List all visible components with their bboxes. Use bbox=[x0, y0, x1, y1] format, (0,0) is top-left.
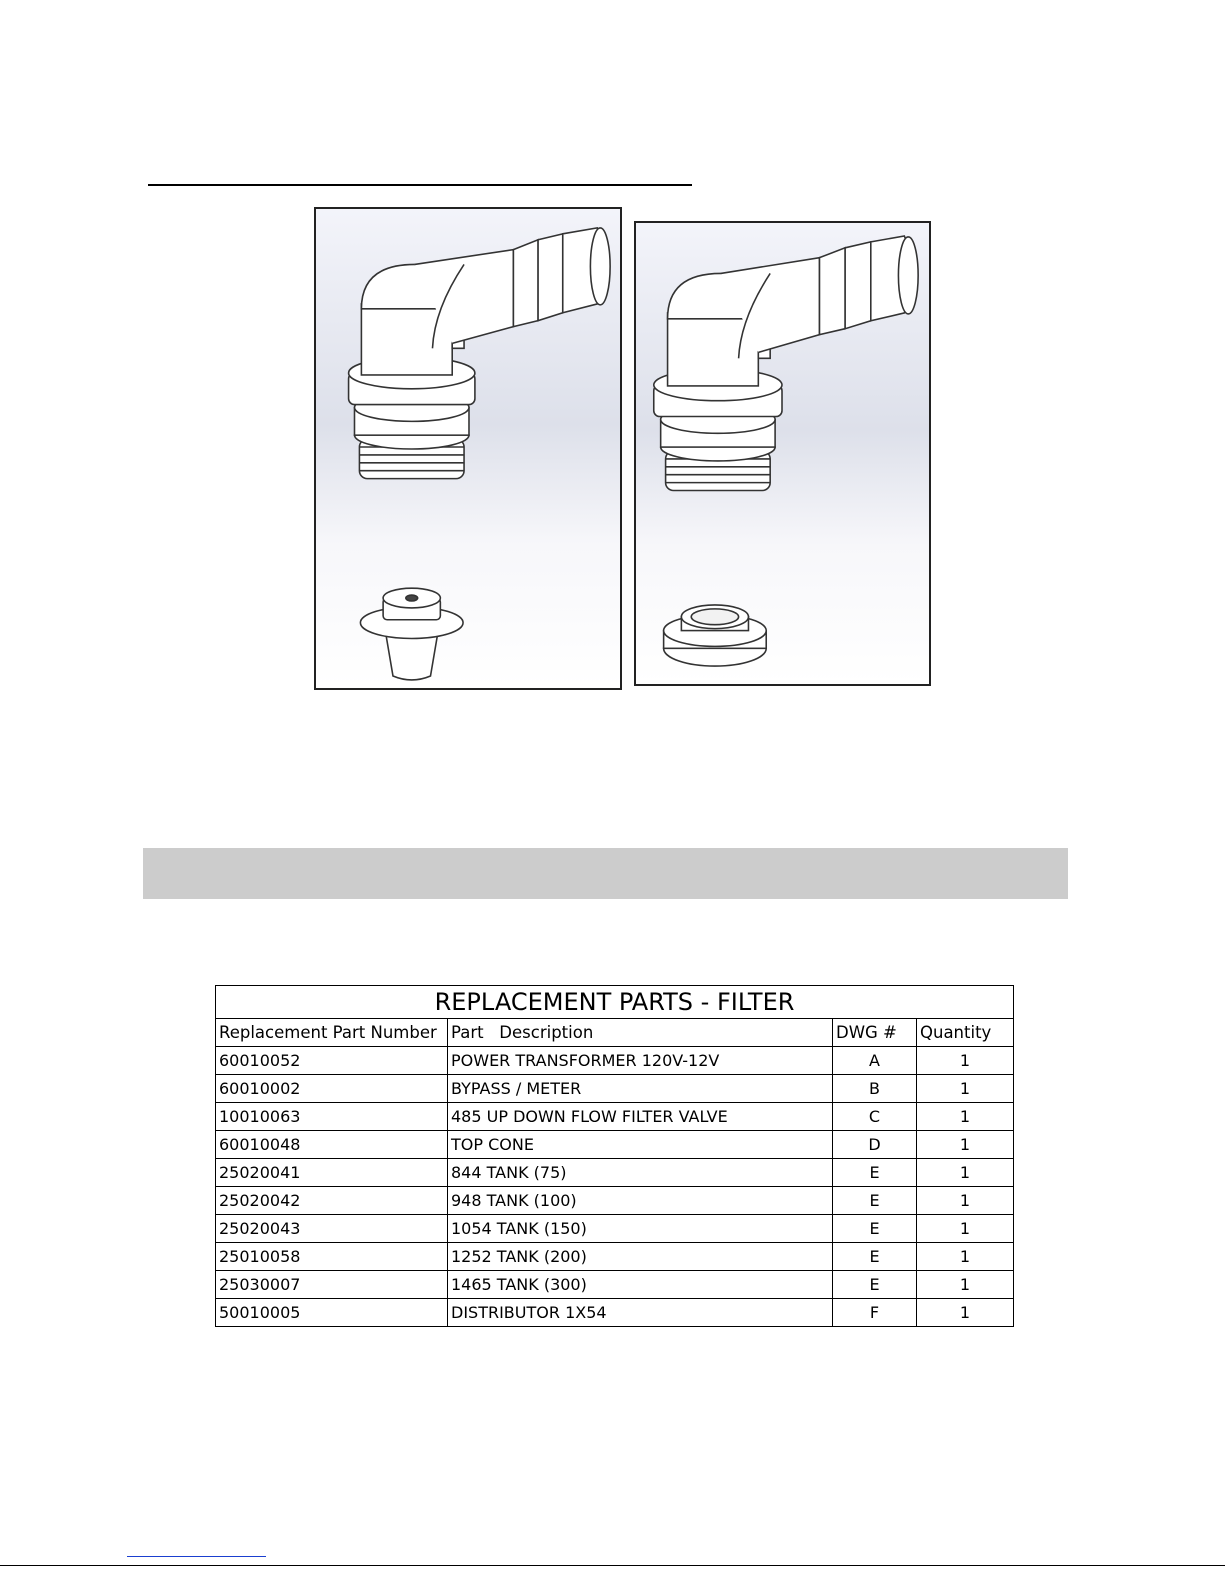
cell-dwg: A bbox=[833, 1047, 917, 1075]
cell-part-number: 60010048 bbox=[216, 1131, 448, 1159]
footer-link-underline[interactable] bbox=[127, 1556, 266, 1557]
cell-quantity: 1 bbox=[917, 1103, 1014, 1131]
table-row bbox=[216, 1159, 1014, 1187]
table-row bbox=[216, 1299, 1014, 1327]
cell-description: 485 UP DOWN FLOW FILTER VALVE bbox=[448, 1103, 833, 1131]
cell-dwg: E bbox=[833, 1271, 917, 1299]
cell-quantity: 1 bbox=[917, 1187, 1014, 1215]
cell-dwg: E bbox=[833, 1215, 917, 1243]
cell-part-number: 25020041 bbox=[216, 1159, 448, 1187]
table-row bbox=[216, 1187, 1014, 1215]
table-title: REPLACEMENT PARTS - FILTER bbox=[216, 986, 1014, 1019]
cell-quantity: 1 bbox=[917, 1159, 1014, 1187]
cell-description: 844 TANK (75) bbox=[448, 1159, 833, 1187]
cell-quantity: 1 bbox=[917, 1215, 1014, 1243]
cell-description: DISTRIBUTOR 1X54 bbox=[448, 1299, 833, 1327]
cell-quantity: 1 bbox=[917, 1243, 1014, 1271]
header-quantity: Quantity bbox=[917, 1019, 1014, 1047]
cell-dwg: F bbox=[833, 1299, 917, 1327]
header-part-number: Replacement Part Number bbox=[216, 1019, 448, 1047]
cell-part-number: 50010005 bbox=[216, 1299, 448, 1327]
section-header-bar bbox=[143, 848, 1068, 899]
cell-description: 1252 TANK (200) bbox=[448, 1243, 833, 1271]
cell-quantity: 1 bbox=[917, 1075, 1014, 1103]
fitting-illustration-left bbox=[314, 207, 622, 690]
cell-part-number: 25020042 bbox=[216, 1187, 448, 1215]
table-header-row bbox=[216, 1019, 1014, 1047]
cell-part-number: 10010063 bbox=[216, 1103, 448, 1131]
cell-quantity: 1 bbox=[917, 1131, 1014, 1159]
table-row bbox=[216, 1131, 1014, 1159]
table-row bbox=[216, 1103, 1014, 1131]
cell-description: BYPASS / METER bbox=[448, 1075, 833, 1103]
table-row bbox=[216, 1271, 1014, 1299]
cell-dwg: D bbox=[833, 1131, 917, 1159]
elbow-fitting-drawing bbox=[316, 209, 620, 688]
table-row bbox=[216, 1047, 1014, 1075]
cell-quantity: 1 bbox=[917, 1271, 1014, 1299]
cell-part-number: 25030007 bbox=[216, 1271, 448, 1299]
cell-part-number: 60010002 bbox=[216, 1075, 448, 1103]
footer-divider bbox=[0, 1565, 1225, 1566]
cell-description: 1054 TANK (150) bbox=[448, 1215, 833, 1243]
table-row bbox=[216, 1215, 1014, 1243]
cell-quantity: 1 bbox=[917, 1047, 1014, 1075]
cell-quantity: 1 bbox=[917, 1299, 1014, 1327]
table-row bbox=[216, 1243, 1014, 1271]
header-description: Part Description bbox=[448, 1019, 833, 1047]
elbow-fitting-drawing bbox=[636, 223, 929, 684]
table-row bbox=[216, 1075, 1014, 1103]
cell-dwg: E bbox=[833, 1159, 917, 1187]
cell-dwg: C bbox=[833, 1103, 917, 1131]
cell-description: TOP CONE bbox=[448, 1131, 833, 1159]
fitting-illustration-right bbox=[634, 221, 931, 686]
cell-part-number: 60010052 bbox=[216, 1047, 448, 1075]
cell-description: POWER TRANSFORMER 120V-12V bbox=[448, 1047, 833, 1075]
replacement-parts-table bbox=[215, 985, 1014, 1327]
cell-dwg: B bbox=[833, 1075, 917, 1103]
cell-dwg: E bbox=[833, 1243, 917, 1271]
cell-part-number: 25020043 bbox=[216, 1215, 448, 1243]
title-underline bbox=[148, 184, 692, 186]
cell-part-number: 25010058 bbox=[216, 1243, 448, 1271]
cell-description: 948 TANK (100) bbox=[448, 1187, 833, 1215]
header-dwg: DWG # bbox=[833, 1019, 917, 1047]
cell-dwg: E bbox=[833, 1187, 917, 1215]
cell-description: 1465 TANK (300) bbox=[448, 1271, 833, 1299]
